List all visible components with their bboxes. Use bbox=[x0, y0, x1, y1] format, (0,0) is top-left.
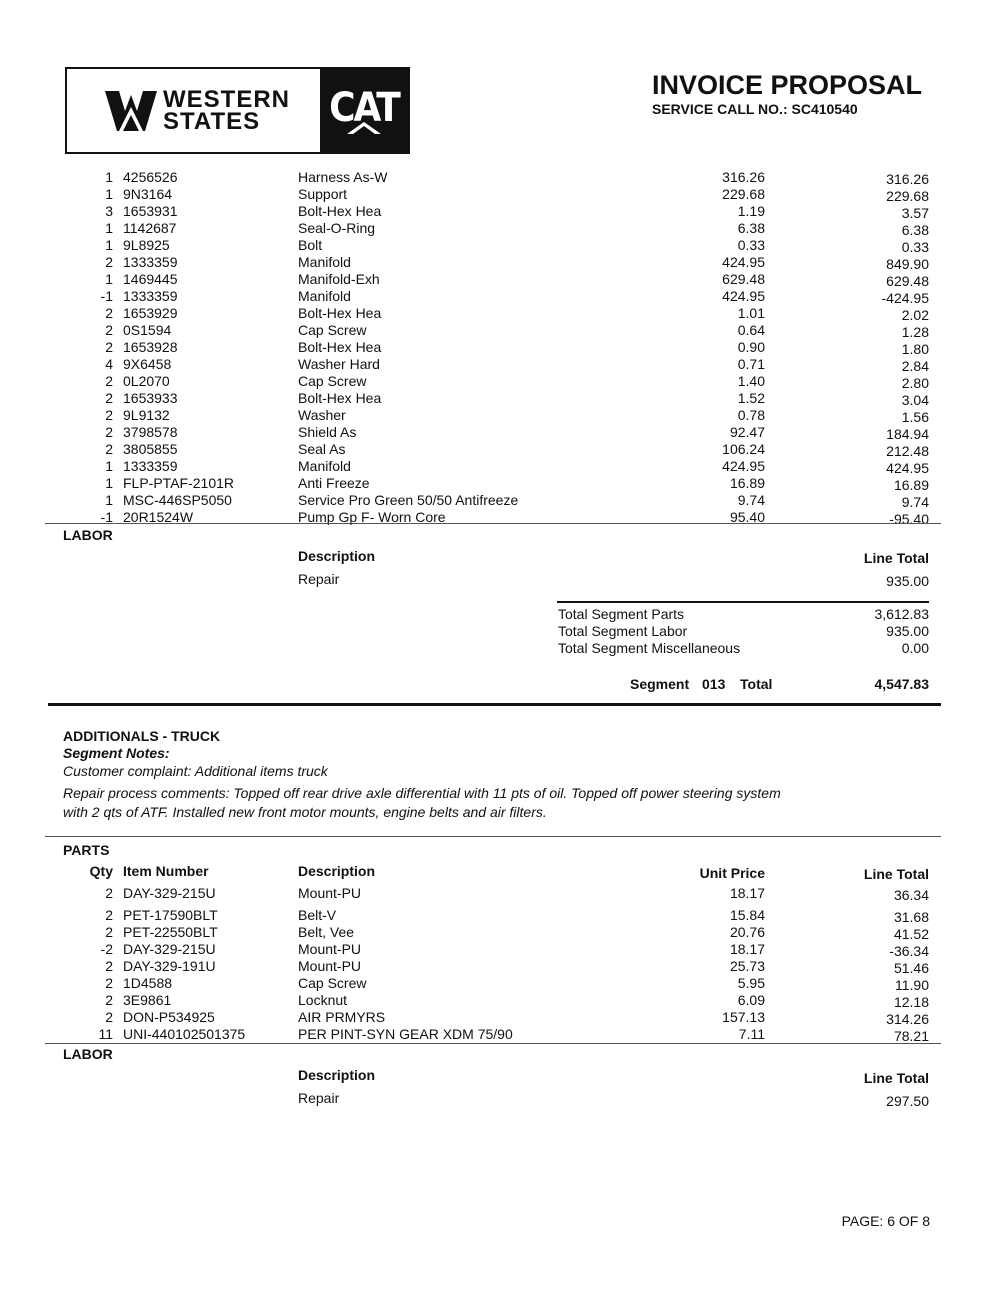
item-number-cell: 1653933 bbox=[123, 390, 178, 406]
parts-column-headers bbox=[0, 863, 1000, 880]
description-cell: Manifold bbox=[298, 458, 351, 474]
description-cell: Washer Hard bbox=[298, 356, 380, 372]
table-row bbox=[0, 958, 1000, 975]
table-row bbox=[0, 322, 1000, 339]
description-cell: Service Pro Green 50/50 Antifreeze bbox=[298, 492, 519, 508]
labor-line-total-header: Line Total bbox=[863, 1070, 929, 1086]
page-number: PAGE: 6 OF 8 bbox=[841, 1213, 930, 1229]
cat-triangle-icon bbox=[347, 122, 381, 134]
unit-price-cell: 9.74 bbox=[737, 492, 765, 508]
item-number-cell: 1D4588 bbox=[123, 975, 173, 991]
line-total-cell: 31.68 bbox=[893, 909, 929, 925]
table-row bbox=[0, 424, 1000, 441]
line-total-cell: 2.80 bbox=[901, 375, 929, 391]
unit-price-cell: 20.76 bbox=[729, 924, 765, 940]
table-row bbox=[0, 203, 1000, 220]
description-cell: Support bbox=[298, 186, 348, 202]
qty-cell: 2 bbox=[105, 390, 113, 406]
line-total-cell: 0.33 bbox=[901, 239, 929, 255]
qty-cell: 2 bbox=[105, 975, 113, 991]
qty-cell: 2 bbox=[105, 322, 113, 338]
line-total-cell: 229.68 bbox=[886, 188, 929, 204]
labor-description-header: Description bbox=[298, 548, 376, 564]
line-total-cell: 36.34 bbox=[893, 887, 929, 903]
customer-complaint: Customer complaint: Additional items truck bbox=[63, 763, 328, 779]
line-total-cell: 314.26 bbox=[886, 1011, 929, 1027]
description-cell: Mount-PU bbox=[298, 885, 362, 901]
description-cell: Cap Screw bbox=[298, 322, 367, 338]
summary-divider bbox=[557, 601, 929, 603]
line-total-cell: 1.28 bbox=[901, 324, 929, 340]
company-name-line2: STATES bbox=[163, 107, 261, 135]
item-number-cell: 1653929 bbox=[123, 305, 178, 321]
qty-cell: 1 bbox=[105, 169, 113, 185]
description-cell: Manifold bbox=[298, 254, 351, 270]
line-total-cell: 316.26 bbox=[886, 171, 929, 187]
line-total-cell: 1.56 bbox=[901, 409, 929, 425]
table-row bbox=[0, 271, 1000, 288]
line-total-cell: 2.84 bbox=[901, 358, 929, 374]
line-total-cell: 51.46 bbox=[893, 960, 929, 976]
item-number-cell: FLP-PTAF-2101R bbox=[123, 475, 234, 491]
description-cell: Seal As bbox=[298, 441, 346, 457]
column-description: Description bbox=[298, 863, 376, 879]
document-title: INVOICE PROPOSAL bbox=[652, 70, 923, 100]
description-cell: Pump Gp F- Worn Core bbox=[298, 509, 446, 525]
table-row bbox=[0, 305, 1000, 322]
company-name-line1: WESTERN bbox=[163, 85, 290, 113]
qty-cell: 1 bbox=[105, 475, 113, 491]
total-segment-labor-value: 935.00 bbox=[886, 623, 929, 639]
qty-cell: 2 bbox=[105, 305, 113, 321]
line-total-cell: 184.94 bbox=[886, 426, 929, 442]
unit-price-cell: 92.47 bbox=[729, 424, 765, 440]
line-total-cell: 1.80 bbox=[901, 341, 929, 357]
description-cell: Bolt-Hex Hea bbox=[298, 390, 382, 406]
table-row bbox=[0, 885, 1000, 902]
qty-cell: 2 bbox=[105, 924, 113, 940]
column-qty: Qty bbox=[89, 863, 113, 879]
segment-total-label: Total bbox=[740, 676, 773, 692]
unit-price-cell: 0.78 bbox=[737, 407, 765, 423]
qty-cell: 1 bbox=[105, 271, 113, 287]
table-row bbox=[0, 924, 1000, 941]
table-row bbox=[0, 390, 1000, 407]
unit-price-cell: 0.64 bbox=[737, 322, 765, 338]
column-unit-price: Unit Price bbox=[699, 865, 765, 881]
unit-price-cell: 1.40 bbox=[737, 373, 765, 389]
table-row bbox=[0, 992, 1000, 1009]
qty-cell: 2 bbox=[105, 992, 113, 1008]
description-cell: Bolt-Hex Hea bbox=[298, 203, 382, 219]
description-cell: Bolt bbox=[298, 237, 323, 253]
line-total-cell: 6.38 bbox=[901, 222, 929, 238]
qty-cell: 1 bbox=[105, 237, 113, 253]
description-cell: AIR PRMYRS bbox=[298, 1009, 386, 1025]
line-total-cell: 9.74 bbox=[901, 494, 929, 510]
description-cell: Washer bbox=[298, 407, 346, 423]
table-row bbox=[0, 475, 1000, 492]
table-row bbox=[0, 907, 1000, 924]
line-total-cell: 78.21 bbox=[893, 1028, 929, 1044]
description-cell: Harness As-W bbox=[298, 169, 388, 185]
unit-price-cell: 1.19 bbox=[737, 203, 765, 219]
unit-price-cell: 25.73 bbox=[729, 958, 765, 974]
qty-cell: -1 bbox=[100, 509, 113, 525]
item-number-cell: 0L2070 bbox=[123, 373, 170, 389]
labor-description: Repair bbox=[298, 1090, 340, 1106]
item-number-cell: 0S1594 bbox=[123, 322, 172, 338]
item-number-cell: 9X6458 bbox=[123, 356, 172, 372]
segment-notes-label: Segment Notes: bbox=[63, 745, 170, 761]
table-row bbox=[0, 237, 1000, 254]
unit-price-cell: 18.17 bbox=[729, 885, 765, 901]
description-cell: Manifold bbox=[298, 288, 351, 304]
item-number-cell: 9L9132 bbox=[123, 407, 170, 423]
unit-price-cell: 424.95 bbox=[722, 254, 765, 270]
line-total-cell: -95.40 bbox=[889, 511, 929, 527]
unit-price-cell: 1.52 bbox=[737, 390, 765, 406]
qty-cell: 2 bbox=[105, 885, 113, 901]
labor-heading: LABOR bbox=[63, 527, 113, 543]
divider bbox=[45, 523, 941, 524]
labor-heading: LABOR bbox=[63, 1046, 113, 1062]
item-number-cell: PET-17590BLT bbox=[123, 907, 218, 923]
qty-cell: 2 bbox=[105, 441, 113, 457]
unit-price-cell: 316.26 bbox=[722, 169, 765, 185]
description-cell: Cap Screw bbox=[298, 975, 367, 991]
unit-price-cell: 15.84 bbox=[729, 907, 765, 923]
item-number-cell: 1333359 bbox=[123, 254, 178, 270]
description-cell: Anti Freeze bbox=[298, 475, 370, 491]
segment-number: 013 bbox=[702, 676, 726, 692]
item-number-cell: DAY-329-191U bbox=[123, 958, 216, 974]
qty-cell: 2 bbox=[105, 1009, 113, 1025]
qty-cell: 1 bbox=[105, 492, 113, 508]
description-cell: Bolt-Hex Hea bbox=[298, 305, 382, 321]
item-number-cell: 1469445 bbox=[123, 271, 178, 287]
western-states-logo bbox=[67, 69, 320, 152]
table-row bbox=[0, 975, 1000, 992]
description-cell: Shield As bbox=[298, 424, 357, 440]
table-row bbox=[0, 1026, 1000, 1043]
unit-price-cell: 229.68 bbox=[722, 186, 765, 202]
item-number-cell: 9L8925 bbox=[123, 237, 170, 253]
line-total-cell: 629.48 bbox=[886, 273, 929, 289]
unit-price-cell: 18.17 bbox=[729, 941, 765, 957]
item-number-cell: DAY-329-215U bbox=[123, 941, 216, 957]
repair-comments-line1: Repair process comments: Topped off rear drive axle differential with 11 pts of oil. Topped off power steering system bbox=[63, 785, 781, 801]
item-number-cell: 1653928 bbox=[123, 339, 178, 355]
unit-price-cell: 157.13 bbox=[722, 1009, 765, 1025]
description-cell: Locknut bbox=[298, 992, 348, 1008]
item-number-cell: UNI-440102501375 bbox=[123, 1026, 246, 1042]
company-logo bbox=[65, 67, 410, 154]
description-cell: Belt-V bbox=[298, 907, 337, 923]
total-segment-labor-label: Total Segment Labor bbox=[558, 623, 688, 639]
qty-cell: 1 bbox=[105, 220, 113, 236]
total-segment-misc-value: 0.00 bbox=[901, 640, 929, 656]
table-row bbox=[0, 1009, 1000, 1026]
unit-price-cell: 95.40 bbox=[729, 509, 765, 525]
qty-cell: 3 bbox=[105, 203, 113, 219]
qty-cell: 2 bbox=[105, 373, 113, 389]
divider bbox=[45, 1043, 941, 1044]
qty-cell: 2 bbox=[105, 958, 113, 974]
description-cell: Manifold-Exh bbox=[298, 271, 380, 287]
qty-cell: 2 bbox=[105, 907, 113, 923]
total-segment-parts-label: Total Segment Parts bbox=[558, 606, 685, 622]
labor-description-header: Description bbox=[298, 1067, 376, 1083]
description-cell: PER PINT-SYN GEAR XDM 75/90 bbox=[298, 1026, 513, 1042]
table-row bbox=[0, 407, 1000, 424]
unit-price-cell: 424.95 bbox=[722, 458, 765, 474]
line-total-cell: 424.95 bbox=[886, 460, 929, 476]
description-cell: Cap Screw bbox=[298, 373, 367, 389]
item-number-cell: PET-22550BLT bbox=[123, 924, 218, 940]
divider bbox=[45, 836, 941, 837]
item-number-cell: MSC-446SP5050 bbox=[123, 492, 232, 508]
table-row bbox=[0, 441, 1000, 458]
unit-price-cell: 0.33 bbox=[737, 237, 765, 253]
qty-cell: 2 bbox=[105, 407, 113, 423]
qty-cell: 2 bbox=[105, 254, 113, 270]
qty-cell: -1 bbox=[100, 288, 113, 304]
qty-cell: 2 bbox=[105, 424, 113, 440]
unit-price-cell: 7.11 bbox=[738, 1026, 765, 1042]
line-total-cell: 41.52 bbox=[893, 926, 929, 942]
total-segment-parts-value: 3,612.83 bbox=[874, 606, 929, 622]
table-row bbox=[0, 186, 1000, 203]
segment2-title: ADDITIONALS - TRUCK bbox=[63, 728, 221, 744]
total-segment-misc-label: Total Segment Miscellaneous bbox=[558, 640, 741, 656]
description-cell: Mount-PU bbox=[298, 941, 362, 957]
line-total-cell: 16.89 bbox=[893, 477, 929, 493]
unit-price-cell: 629.48 bbox=[722, 271, 765, 287]
unit-price-cell: 6.09 bbox=[737, 992, 765, 1008]
table-row bbox=[0, 492, 1000, 509]
table-row bbox=[0, 356, 1000, 373]
item-number-cell: 1333359 bbox=[123, 458, 178, 474]
table-row bbox=[0, 169, 1000, 186]
qty-cell: 4 bbox=[105, 356, 113, 372]
item-number-cell: DON-P534925 bbox=[123, 1009, 215, 1025]
table-row bbox=[0, 254, 1000, 271]
qty-cell: 2 bbox=[105, 339, 113, 355]
unit-price-cell: 106.24 bbox=[722, 441, 765, 457]
line-total-cell: 212.48 bbox=[886, 443, 929, 459]
item-number-cell: 4256526 bbox=[123, 169, 178, 185]
item-number-cell: 3798578 bbox=[123, 424, 178, 440]
labor-line-total-header: Line Total bbox=[863, 550, 929, 566]
labor-line-total: 297.50 bbox=[886, 1093, 929, 1109]
line-total-cell: 3.57 bbox=[901, 205, 929, 221]
item-number-cell: 1142687 bbox=[123, 220, 177, 236]
item-number-cell: 1653931 bbox=[123, 203, 178, 219]
unit-price-cell: 0.71 bbox=[737, 356, 765, 372]
item-number-cell: 3E9861 bbox=[123, 992, 172, 1008]
line-total-cell: 11.90 bbox=[895, 977, 929, 993]
labor-line-total: 935.00 bbox=[886, 573, 929, 589]
line-total-cell: -36.34 bbox=[889, 943, 929, 959]
line-total-cell: 3.04 bbox=[901, 392, 929, 408]
description-cell: Bolt-Hex Hea bbox=[298, 339, 382, 355]
item-number-cell: 20R1524W bbox=[123, 509, 194, 525]
unit-price-cell: 0.90 bbox=[737, 339, 765, 355]
parts-heading: PARTS bbox=[63, 842, 110, 858]
table-row bbox=[0, 339, 1000, 356]
qty-cell: 1 bbox=[105, 186, 113, 202]
item-number-cell: DAY-329-215U bbox=[123, 885, 216, 901]
segment-label: Segment bbox=[630, 676, 690, 692]
unit-price-cell: 6.38 bbox=[737, 220, 765, 236]
qty-cell: 1 bbox=[105, 458, 113, 474]
table-row bbox=[0, 458, 1000, 475]
segment-end-divider bbox=[48, 703, 941, 706]
line-total-cell: 2.02 bbox=[901, 307, 929, 323]
labor-description: Repair bbox=[298, 571, 340, 587]
item-number-cell: 1333359 bbox=[123, 288, 178, 304]
column-line-total: Line Total bbox=[863, 866, 929, 882]
description-cell: Belt, Vee bbox=[298, 924, 355, 940]
western-states-w-mountain-icon bbox=[105, 89, 157, 133]
table-row bbox=[0, 288, 1000, 305]
segment-total-value: 4,547.83 bbox=[874, 676, 929, 692]
qty-cell: 11 bbox=[98, 1026, 113, 1042]
qty-cell: -2 bbox=[100, 941, 113, 957]
column-item-number: Item Number bbox=[123, 863, 209, 879]
table-row bbox=[0, 373, 1000, 390]
item-number-cell: 3805855 bbox=[123, 441, 178, 457]
unit-price-cell: 1.01 bbox=[737, 305, 765, 321]
unit-price-cell: 16.89 bbox=[729, 475, 765, 491]
table-row bbox=[0, 941, 1000, 958]
unit-price-cell: 5.95 bbox=[737, 975, 765, 991]
repair-comments-line2: with 2 qts of ATF. Installed new front motor mounts, engine belts and air filters. bbox=[63, 804, 547, 820]
unit-price-cell: 424.95 bbox=[722, 288, 765, 304]
description-cell: Seal-O-Ring bbox=[298, 220, 376, 236]
description-cell: Mount-PU bbox=[298, 958, 362, 974]
line-total-cell: 849.90 bbox=[886, 256, 929, 272]
line-total-cell: 12.18 bbox=[893, 994, 929, 1010]
item-number-cell: 9N3164 bbox=[123, 186, 173, 202]
line-total-cell: -424.95 bbox=[881, 290, 929, 306]
cat-logo bbox=[320, 69, 408, 152]
cat-brand-text: CAT bbox=[329, 84, 399, 131]
table-row bbox=[0, 220, 1000, 237]
service-call-number: SERVICE CALL NO.: SC410540 bbox=[652, 101, 858, 117]
